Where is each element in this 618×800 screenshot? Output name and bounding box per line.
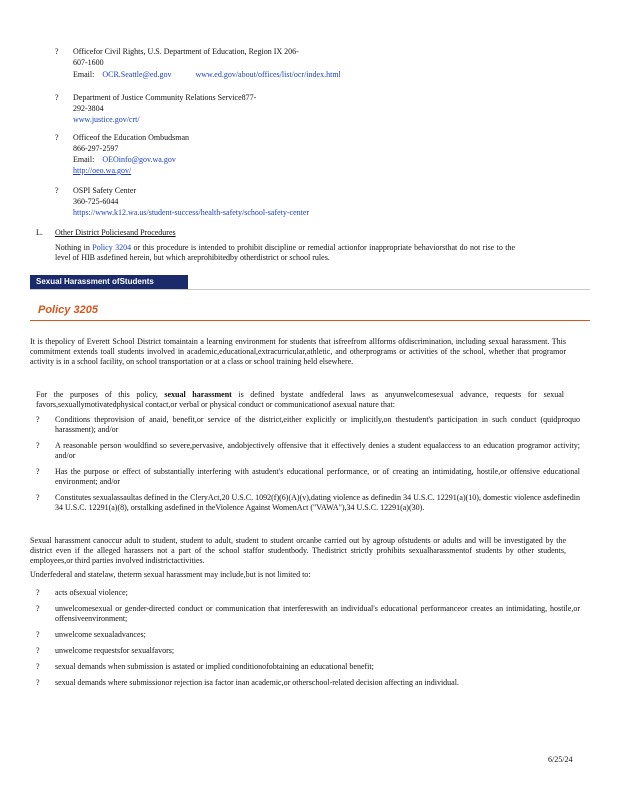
bullet: ?: [36, 646, 40, 655]
policy-title: Policy 3205: [38, 304, 98, 316]
bullet: ?: [55, 133, 59, 142]
list-item: sexual demands when submission is astated or implied conditionofobtaining an educational benefit;: [55, 662, 374, 671]
bullet: ?: [55, 47, 59, 56]
url-link[interactable]: www.justice.gov/crt/: [73, 115, 140, 124]
email-label: Email:: [73, 70, 95, 79]
footer-date: 6/25/24: [548, 755, 573, 764]
policy-divider: [30, 320, 590, 321]
section-letter: L.: [36, 228, 43, 237]
include-paragraph: Underfederal and statelaw, theterm sexual harassment may include,but is not limited to:: [30, 570, 311, 579]
list-item: acts ofsexual violence;: [55, 588, 128, 597]
list-item: unwelcome sexualadvances;: [55, 630, 146, 639]
section-band-title: Sexual Harassment ofStudents: [30, 275, 188, 289]
contact-phone: 360-725-6044: [73, 197, 119, 206]
definition-pre: For the purposes of this policy,: [36, 390, 158, 399]
email-link[interactable]: OEOinfo@gov.wa.gov: [102, 155, 176, 164]
list-item: A reasonable person wouldfind so severe,pervasive, andobjectively offensive that it effectively denies a student equalaccess to an education programor activity; and/or: [55, 441, 580, 460]
list-item: sexual demands where submissionor rejection isa factor inan academic,or otherschool-related decision affecting an individual.: [55, 678, 459, 687]
bullet: ?: [36, 415, 40, 424]
band-divider: [30, 289, 590, 290]
contact-org: Department of Justice Community Relations Service877-: [73, 93, 257, 102]
contact-phone: 292-3804: [73, 104, 104, 113]
definition-post: is defined bystate andfederal laws as anyunwelcomesexual advance, requests for sexual favors,sexuallymotivatedphysical contact,or verbal or physical conduct or communicationof asexual nature that:: [36, 390, 565, 409]
policy-link[interactable]: Policy 3204: [92, 243, 132, 252]
email-link[interactable]: OCR.Seattle@ed.gov: [102, 70, 172, 79]
section-heading: Other District Policiesand Procedures: [55, 228, 176, 237]
url-link[interactable]: http://oeo.wa.gov/: [73, 166, 132, 175]
contact-phone: 607-1600: [73, 58, 104, 67]
intro-paragraph: It is thepolicy of Everett School District tomaintain a learning environment for students that isfreefrom allforms ofdiscrimination, including sexual harassment. This commitment extends toall students involved in academic,educational,extracurricular,athletic, and otherprograms or activities of the school, whether that programor activity is in a school facility, on school transportation or at a class or school training held elsewhere.: [30, 337, 566, 366]
list-item: Constitutes sexualassaultas defined in the CleryAct,20 U.S.C. 1092(f)(6)(A)(v),dating violence as definedin 34 U.S.C. 12291(a)(10), domestic violence asdefinedin 34 U.S.C. 12291(a)(8), orstalking asdefined in theViolence Against WomenAct ("VAWA"),34 U.S.C. 12291(a)(30).: [55, 493, 580, 512]
bullet: ?: [36, 604, 40, 613]
bullet: ?: [36, 493, 40, 502]
definition-paragraph: [36, 390, 564, 410]
contact-phone: 866-297-2597: [73, 144, 119, 153]
bullet: ?: [36, 588, 40, 597]
definition-term: sexual harassment: [164, 390, 232, 399]
email-label: Email:: [73, 155, 95, 164]
url-link[interactable]: https://www.k12.wa.us/student-success/health-safety/school-safety-center: [73, 208, 310, 217]
list-item: Has the purpose or effect of substantially interfering with astudent's educational performance, or of creating an intimidating, hostile,or offensive educational environment; and/or: [55, 467, 580, 486]
section-body: Nothing in Policy 3204 or this procedure is intended to prohibit discipline or remedial actionfor inappropriate behaviorsthat do not rise to the level of HIB asdefined herein, but which areprohibitedby otherdistrict or school rules.: [55, 243, 515, 262]
list-item: unwelcomesexual or gender-directed conduct or communication that interfereswith an individual's educational performanceor creates an intimidating, hostile,or offensiveenvironment;: [55, 604, 580, 623]
bullet: ?: [36, 662, 40, 671]
contact-org: Officefor Civil Rights, U.S. Department of Education, Region IX 206-: [73, 47, 299, 56]
list-item: unwelcome requestsfor sexualfavors;: [55, 646, 175, 655]
bullet: ?: [55, 186, 59, 195]
bullet: ?: [36, 441, 40, 450]
bullet: ?: [36, 630, 40, 639]
contact-org: Officeof the Education Ombudsman: [73, 133, 190, 142]
occurrence-paragraph: Sexual harassment canoccur adult to student, student to adult, student to student orcanbe carried out by agroup ofstudents or adults and will be investigated by the district even if the alleged harassers not a part of the school staffor studentbody. Thedistrict strictly prohibits sexualharassmentof students by other students, employees,or third parties involved indistrictactivities.: [30, 536, 566, 565]
bullet: ?: [36, 467, 40, 476]
list-item: Conditions theprovision of anaid, benefit,or service of the district,either explicitly or implicitly,on thestudent's participation in such conduct (quidproquo harassment); and/or: [55, 415, 580, 434]
contact-org: OSPI Safety Center: [73, 186, 137, 195]
url-link[interactable]: www.ed.gov/about/offices/list/ocr/index.html: [195, 70, 341, 79]
bullet: ?: [36, 678, 40, 687]
bullet: ?: [55, 93, 59, 102]
